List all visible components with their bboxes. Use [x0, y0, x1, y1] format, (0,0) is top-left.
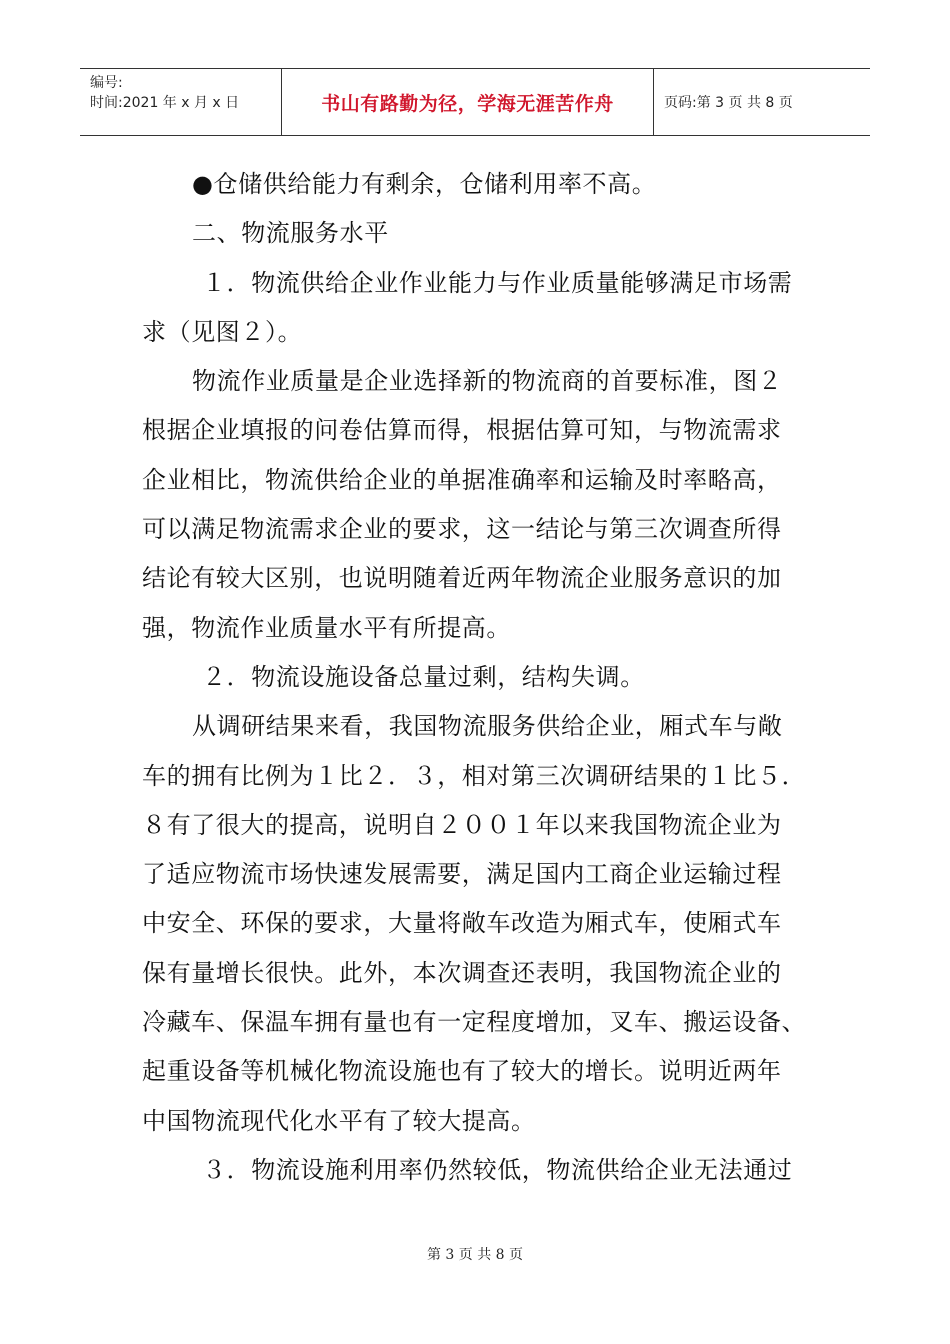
- document-time-label: 时间:2021 年 x 月 x 日: [90, 95, 240, 111]
- document-number-label: 编号:: [90, 75, 123, 91]
- header-page-info: 页码:第 3 页 共 8 页: [664, 95, 793, 111]
- subheading-line: ３．物流设施利用率仍然较低，物流供给企业无法通过: [202, 1155, 793, 1184]
- section-heading: 二、物流服务水平: [192, 219, 389, 248]
- paragraph-line: 从调研结果来看，我国物流服务供给企业，厢式车与敞: [192, 712, 783, 741]
- paragraph-line: 物流作业质量是企业选择新的物流商的首要标准，图２: [192, 367, 783, 396]
- subheading-line: 求（见图２）。: [142, 317, 303, 346]
- paragraph-line: 车的拥有比例为１比２．３，相对第三次调研结果的１比５．: [142, 761, 807, 790]
- header-meta: [80, 69, 282, 135]
- page-header: [80, 68, 870, 136]
- paragraph-line: 结论有较大区别，也说明随着近两年物流企业服务意识的加: [142, 564, 782, 593]
- paragraph-line: 可以满足物流需求企业的要求，这一结论与第三次调查所得: [142, 515, 782, 544]
- paragraph-line: ８有了很大的提高，说明自２００１年以来我国物流企业为: [142, 810, 782, 839]
- paragraph-line: 起重设备等机械化物流设施也有了较大的增长。说明近两年: [142, 1057, 782, 1086]
- paragraph-line: 保有量增长很快。此外，本次调查还表明，我国物流企业的: [142, 958, 782, 987]
- paragraph-line: 根据企业填报的问卷估算而得，根据估算可知，与物流需求: [142, 416, 782, 445]
- document-body: [142, 160, 814, 1195]
- subheading-line: １．物流供给企业作业能力与作业质量能够满足市场需: [202, 268, 793, 297]
- bullet-paragraph-line: ●仓储供给能力有剩余，仓储利用率不高。: [192, 170, 657, 198]
- paragraph-line: 企业相比，物流供给企业的单据准确率和运输及时率略高，: [142, 465, 782, 494]
- page-footer: 第 3 页 共 8 页: [426, 1247, 524, 1263]
- subheading-line: ２．物流设施设备总量过剩，结构失调。: [202, 662, 645, 691]
- paragraph-line: 冷藏车、保温车拥有量也有一定程度增加，叉车、搬运设备、: [142, 1008, 807, 1037]
- header-motto: 书山有路勤为径，学海无涯苦作舟: [282, 69, 654, 135]
- paragraph-line: 了适应物流市场快速发展需要，满足国内工商企业运输过程: [142, 860, 782, 889]
- paragraph-line: 中安全、环保的要求，大量将敞车改造为厢式车，使厢式车: [142, 909, 782, 938]
- paragraph-line: 中国物流现代化水平有了较大提高。: [142, 1106, 536, 1135]
- paragraph-line: 强，物流作业质量水平有所提高。: [142, 613, 511, 642]
